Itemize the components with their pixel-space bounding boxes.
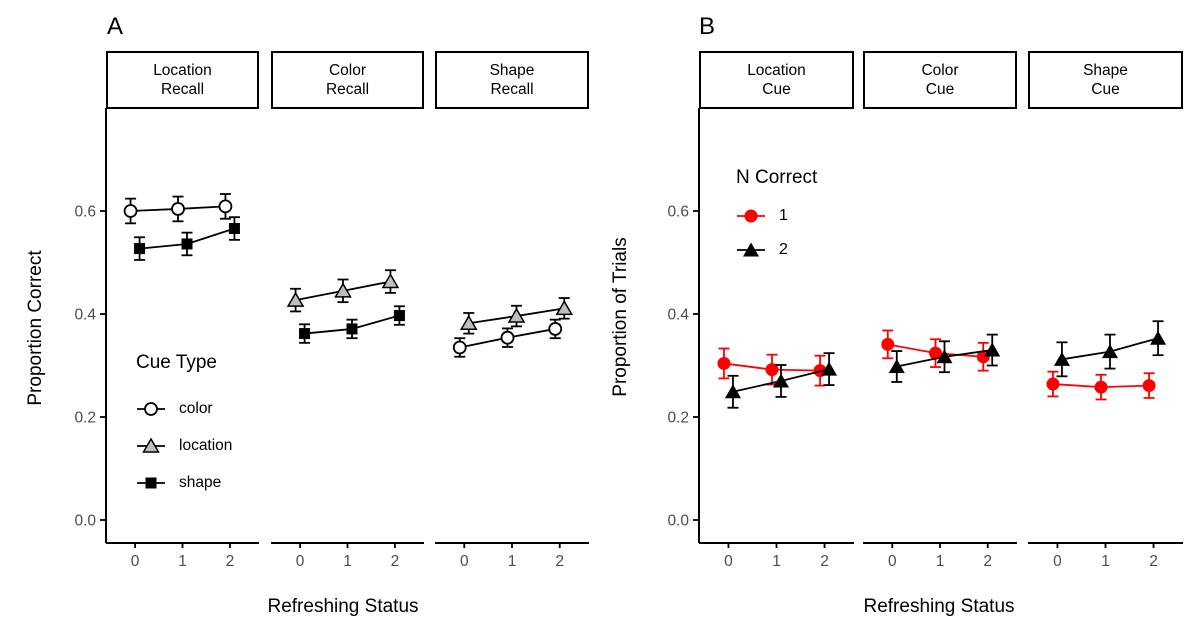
marker-red-circle [881,338,894,351]
panel-label-b: B [699,13,716,40]
marker-red-circle [745,210,758,223]
marker-black-triangle [1102,344,1118,358]
marker-black-square [229,223,240,234]
strip-title-line: Recall [325,81,370,98]
legend-n-correct [736,167,817,267]
legend-item-2 [736,233,817,267]
marker-open-circle [125,205,137,217]
legend-cue-type [136,352,232,501]
strip-title-line: Shape [1083,62,1128,79]
facet-strip [436,52,588,108]
black-triangle-icon [736,241,766,259]
strip-title-line: Recall [490,81,534,98]
strip-title-line: Color [328,62,367,79]
y-axis-title-a: Proportion Correct [25,250,46,406]
strip-title-line: Cue [762,81,791,98]
strip-title-line: Cue [925,81,955,98]
x-tick-label: 1 [178,553,187,570]
marker-open-circle [454,341,466,353]
legend-item-label: 1 [779,207,788,224]
y-tick-label: 0.6 [667,203,689,221]
strip-title-line: Location [153,62,212,79]
x-tick-label: 0 [724,553,733,570]
black-square-icon [136,474,166,492]
marker-black-square [146,477,157,488]
strip-title-line: Location [747,62,806,79]
marker-black-square [299,328,310,339]
strip-title-line: Cue [1091,81,1120,98]
x-tick-label: 1 [1101,553,1110,570]
x-tick-label: 1 [343,553,352,570]
marker-red-circle [1095,381,1108,394]
legend-item-shape [136,464,232,501]
legend-title: N Correct [736,167,818,188]
legend-item-location [136,427,232,464]
legend-item-label: 2 [779,241,788,258]
marker-black-triangle [1150,331,1166,345]
marker-open-circle [549,323,561,335]
x-tick-label: 1 [772,553,781,570]
facet-strip [272,52,423,108]
x-axis-title-a: Refreshing Status [267,596,419,617]
panel-label-a: A [107,13,124,40]
x-tick-label: 0 [459,553,469,570]
marker-open-circle [219,200,231,212]
strip-title-line: Color [921,62,959,79]
x-tick-label: 1 [935,553,945,570]
y-tick-label: 0.2 [74,409,96,427]
y-tick-label: 0.0 [74,512,96,530]
x-tick-label: 2 [555,553,565,570]
x-tick-label: 2 [983,553,993,570]
x-tick-label: 2 [390,553,400,570]
strip-title-line: Shape [489,62,535,79]
x-tick-label: 0 [295,553,305,570]
facet-strip [864,52,1016,108]
marker-open-circle [502,332,514,344]
marker-gray-triangle [557,301,572,314]
marker-black-triangle [984,343,1000,357]
red-circle-icon [736,207,766,225]
x-tick-label: 0 [130,553,140,570]
y-axis-title-b: Proportion of Trials [610,237,631,397]
x-tick-label: 0 [887,553,897,570]
y-tick-label: 0.4 [74,306,96,324]
marker-black-square [394,310,405,321]
open-circle-icon [136,400,166,418]
x-tick-label: 2 [225,553,235,570]
y-tick-label: 0.4 [667,306,689,324]
y-tick-label: 0.0 [667,512,689,530]
legend-item-1 [736,199,817,233]
x-tick-label: 2 [1149,553,1158,570]
facet-strip [1029,52,1182,108]
marker-gray-triangle [383,275,398,288]
marker-open-circle [145,403,157,415]
legend-item-label: color [179,399,213,417]
marker-red-circle [1143,379,1156,392]
marker-open-circle [172,203,184,215]
legend-item-color [136,390,232,427]
x-axis-title-b: Refreshing Status [863,596,1015,617]
x-tick-label: 0 [1053,553,1062,570]
legend-title: Cue Type [136,352,217,373]
facet-strip [107,52,258,108]
marker-red-circle [1046,378,1059,391]
legend-item-label: shape [179,473,222,491]
facet-strip [700,52,853,108]
strip-title-line: Recall [160,81,205,98]
marker-black-square [134,243,145,254]
y-tick-label: 0.6 [74,203,96,221]
gray-triangle-icon [136,437,166,455]
marker-red-circle [717,357,730,370]
marker-black-square [182,238,193,249]
x-tick-label: 1 [507,553,517,570]
x-tick-label: 2 [820,553,829,570]
y-tick-label: 0.2 [667,409,689,427]
legend-item-label: location [179,436,233,454]
marker-black-square [347,323,358,334]
